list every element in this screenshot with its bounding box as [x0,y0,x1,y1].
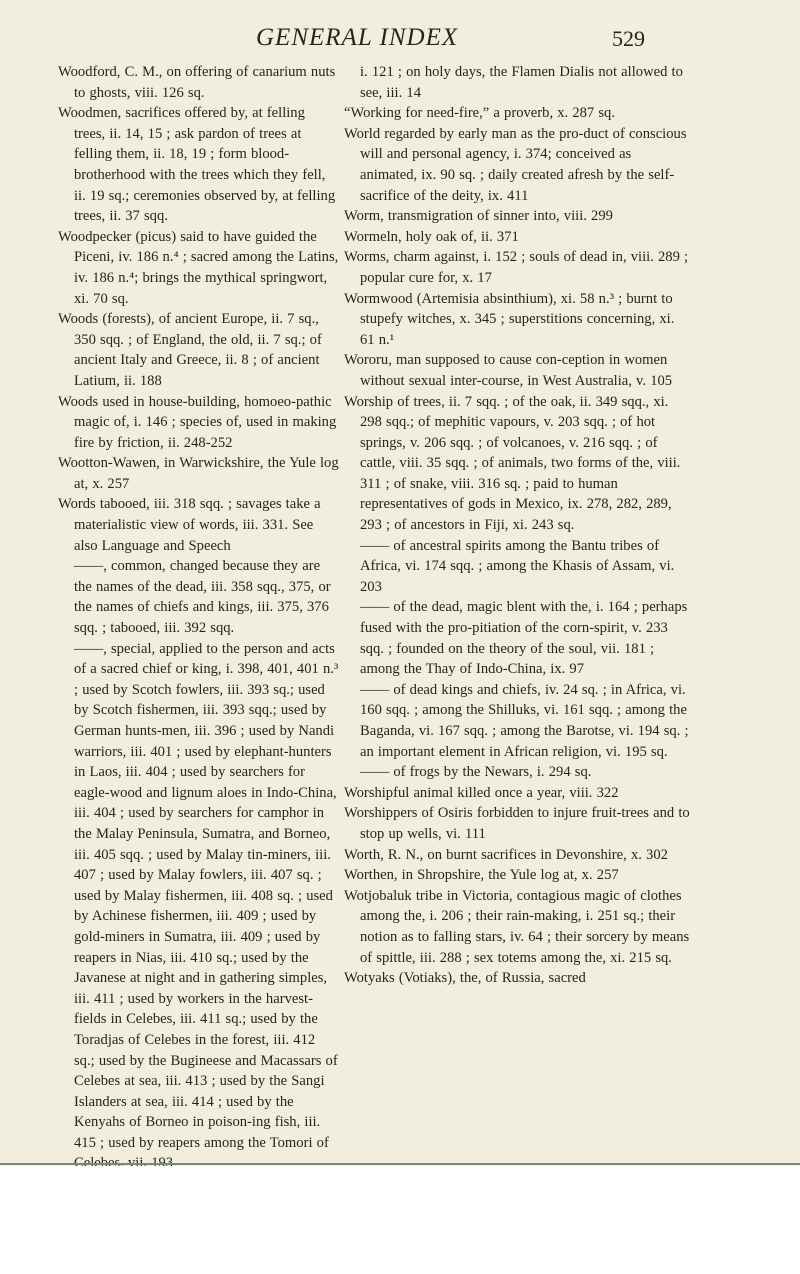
page-number: 529 [612,26,645,51]
index-entry: Wotyaks (Votiaks), the, of Russia, sacred [344,970,586,987]
index-entry: Worshipful animal killed once a year, viii. 322 [344,784,619,801]
bottom-rule [0,1163,800,1165]
index-entry: Words tabooed, iii. 318 sqq. ; savages take a materialistic view of words, iii. 331. See also Language and Speech [58,496,321,554]
index-columns [58,62,758,1151]
index-entry: World regarded by early man as the pro-duct of conscious will and personal agency, i. 374; conceived as animated, ix. 90 sq. ; daily created afresh by the self-sacrifice of the deity, ix. 411 [344,125,687,204]
index-entry: Wormeln, holy oak of, ii. 371 [344,228,519,245]
index-entry: —— of frogs by the Newars, i. 294 sq. [360,764,592,781]
index-entry: Woods used in house-building, homoeo-pathic magic of, i. 146 ; species of, used in making fire by friction, ii. 248-252 [58,393,337,451]
left-column [58,62,340,1236]
index-entry: Worshippers of Osiris forbidden to injure fruit-trees and to stop up wells, vi. 111 [344,805,690,842]
index-entry: Woodpecker (picus) said to have guided the Piceni, iv. 186 n.⁴ ; sacred among the Latins, iv. 186 n.⁴; brings the mythical springwort, xi. 70 sq. [58,228,339,307]
index-entry: ——, special, applied to the person and acts of a sacred chief or king, i. 398, 401, 401 n.³ ; used by Scotch fowlers, iii. 393 sq.; used by Scotch fishermen, iii. 393 sqq.; used by German hunts-men, iii. 396 ; used by Nandi warriors, iii. 401 ; used by elephant-hunters in Laos, iii. 404 ; used by searchers for eagle-wood and lignum aloes in Indo-China, iii. 404 ; used by searchers for camphor in the Malay Peninsula, Sumatra, and Borneo, iii. 405 sqq. ; used by Malay tin-miners, iii. 407 ; used by Malay fowlers, iii. 407 sq. ; used by Malay fishermen, iii. 408 sq. ; used by Achinese fishermen, iii. 409 ; used by gold-miners in Sumatra, iii. 409 ; used by reapers in Nias, iii. 410 sq.; used by the Javanese at night and in gathering simples, iii. 411 ; used by workers in the harvest-fields in Celebes, iii. 411 sq.; used by the Toradjas of Celebes in the forest, iii. 412 sq.; used by the Bugineese and Macassars of Celebes at sea, iii. 413 ; used by the Sangi Islanders at sea, iii. 414 ; used by the Kenyahs of Borneo in poison-ing fish, iii. 415 ; used by reapers among the Tomori of [74,640,339,1151]
right-column [344,62,690,989]
page-bottom-edge [0,1166,800,1274]
index-entry: Woodford, C. M., on offering of canarium nuts to ghosts, viii. 126 sq. [58,64,336,101]
index-entry: —— of ancestral spirits among the Bantu tribes of Africa, vi. 174 sqq. ; among the Khasis of Assam, vi. 203 [360,537,675,595]
index-entry: Woods (forests), of ancient Europe, ii. 7 sq., 350 sqq. ; of England, the old, ii. 7 sq.; of ancient Italy and Greece, ii. 8 ; of ancient Latium, ii. 188 [58,311,322,389]
index-entry: “Working for need-fire,” a proverb, x. 287 sq. [344,105,615,122]
index-entry: i. 121 ; on holy days, the Flamen Dialis not allowed to see, iii. 14 [360,64,683,101]
index-entry: Worm, transmigration of sinner into, viii. 299 [344,208,613,225]
index-entry: —— of dead kings and chiefs, iv. 24 sq. ; in Africa, vi. 160 sqq. ; among the Shilluks, vi. 161 sqq. ; among the Baganda, vi. 167 sqq. ; among the Barotse, vi. 194 sq. ; an important element in African religion, vi. 195 sq. [360,681,689,760]
index-entry: Wootton-Wawen, in Warwickshire, the Yule log at, x. 257 [58,455,339,492]
index-entry: Wororu, man supposed to cause con-ception in women without sexual inter-course, in West Australia, v. 105 [344,352,673,389]
index-entry: Wotjobaluk tribe in Victoria, contagious magic of clothes among the, i. 206 ; their rain-making, i. 251 sq.; their notion as to falling stars, iv. 64 ; their sorcery by means of spittle, iii. 288 ; sex totems among the, xi. 215 sq. [344,887,690,966]
index-entry: ——, common, changed because they are the names of the dead, iii. 358 sqq., 375, or the names of chiefs and kings, iii. 375, 376 sqq. ; tabooed, iii. 392 sqq. [74,558,331,637]
index-entry: Worms, charm against, i. 152 ; souls of dead in, viii. 289 ; popular cure for, x. 17 [344,249,689,286]
page-header [0,24,800,64]
index-entry: Wormwood (Artemisia absinthium), xi. 58 n.³ ; burnt to stupefy witches, x. 345 ; superstitions concerning, xi. 61 n.¹ [344,290,675,348]
index-entry: Worship of trees, ii. 7 sqq. ; of the oak, ii. 349 sqq., xi. 298 sqq.; of mephitic vapours, v. 203 sqq. ; of hot springs, v. 206 sqq. ; of volcanoes, v. 216 sqq. ; of cattle, viii. 35 sqq. ; of animals, two forms of the, viii. 311 ; of snake, viii. 316 sq. ; paid to human representatives of gods in Mexico, ix. 278, 282, 289, 293 ; of ancestors in Fiji, xi. 243 sq. [344,393,681,534]
running-title: GENERAL INDEX [256,24,459,51]
index-entry: Worth, R. N., on burnt sacrifices in Devonshire, x. 302 [344,846,668,863]
index-entry: —— of the dead, magic blent with the, i. 164 ; perhaps fused with the pro-pitiation of the corn-spirit, v. 233 sqq. ; founded on the theory of the soul, vii. 181 ; among the Thay of Indo-China, ix. 97 [360,599,688,678]
index-entry: Woodmen, sacrifices offered by, at felling trees, ii. 14, 15 ; ask pardon of trees at felling them, ii. 18, 19 ; form blood-brotherhood with the trees which they fell, ii. 19 sq.; ceremonies observed by, at felling trees, ii. 37 sqq. [58,105,336,225]
index-entry: Worthen, in Shropshire, the Yule log at, x. 257 [344,867,619,884]
